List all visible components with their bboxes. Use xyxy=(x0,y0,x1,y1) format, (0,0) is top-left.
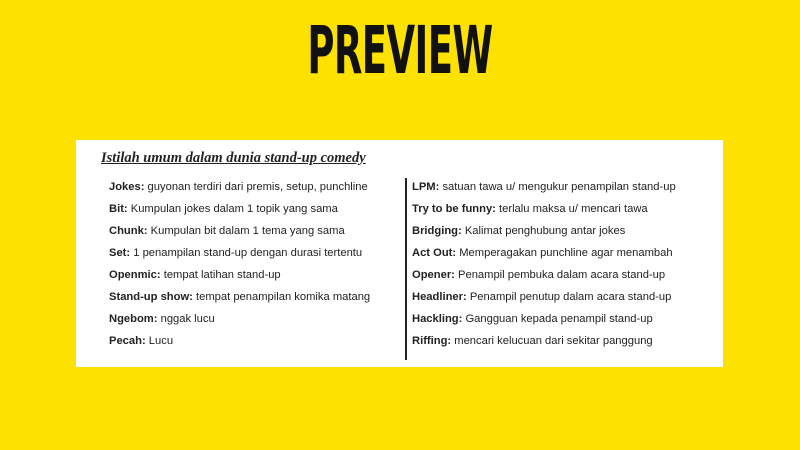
glossary-right-column xyxy=(412,176,676,352)
glossary-term: Ngebom: xyxy=(109,313,158,325)
glossary-term: LPM: xyxy=(412,181,440,193)
glossary-item xyxy=(412,242,676,264)
glossary-term: Act Out: xyxy=(412,247,457,259)
glossary-term: Bridging: xyxy=(412,225,462,237)
glossary-term: Stand-up show: xyxy=(109,291,193,303)
glossary-item xyxy=(412,264,676,286)
glossary-item xyxy=(412,330,676,352)
glossary-item xyxy=(109,308,370,330)
glossary-item xyxy=(109,176,370,198)
glossary-item xyxy=(412,198,676,220)
glossary-term: Hackling: xyxy=(412,313,463,325)
glossary-item xyxy=(109,198,370,220)
glossary-item xyxy=(109,242,370,264)
glossary-term: Riffing: xyxy=(412,335,452,347)
glossary-item xyxy=(109,286,370,308)
glossary-item xyxy=(412,308,676,330)
glossary-definition: guyonan terdiri dari premis, setup, punchline xyxy=(144,181,368,193)
glossary-definition: nggak lucu xyxy=(157,313,215,325)
glossary-term: Headliner: xyxy=(412,291,467,303)
glossary-definition: satuan tawa u/ mengukur penampilan stand-up xyxy=(439,181,676,193)
glossary-definition: Kumpulan jokes dalam 1 topik yang sama xyxy=(127,203,338,215)
glossary-definition: tempat penampilan komika matang xyxy=(192,291,371,303)
glossary-item xyxy=(412,286,676,308)
glossary-item xyxy=(412,220,676,242)
glossary-term: Set: xyxy=(109,247,131,259)
glossary-term: Pecah: xyxy=(109,335,146,347)
glossary-definition: Kumpulan bit dalam 1 tema yang sama xyxy=(147,225,345,237)
glossary-term: Chunk: xyxy=(109,225,148,237)
glossary-definition: Memperagakan punchline agar menambah xyxy=(456,247,673,259)
document-preview xyxy=(76,140,723,367)
column-divider xyxy=(405,178,407,360)
document-heading: Istilah umum dalam dunia stand-up comedy xyxy=(101,150,366,166)
glossary-definition: terlalu maksa u/ mencari tawa xyxy=(495,203,648,215)
glossary-definition: Lucu xyxy=(145,335,174,347)
glossary-definition: mencari kelucuan dari sekitar panggung xyxy=(451,335,653,347)
page-title: PREVIEW xyxy=(307,12,493,89)
glossary-item xyxy=(109,330,370,352)
glossary-definition: tempat latihan stand-up xyxy=(160,269,281,281)
glossary-item xyxy=(412,176,676,198)
glossary-definition: Gangguan kepada penampil stand-up xyxy=(462,313,653,325)
glossary-term: Opener: xyxy=(412,269,455,281)
glossary-definition: Penampil penutup dalam acara stand-up xyxy=(466,291,672,303)
glossary-term: Bit: xyxy=(109,203,128,215)
glossary-definition: 1 penampilan stand-up dengan durasi tertentu xyxy=(130,247,363,259)
glossary-term: Openmic: xyxy=(109,269,161,281)
glossary-definition: Kalimat penghubung antar jokes xyxy=(461,225,626,237)
glossary-item xyxy=(109,220,370,242)
glossary-term: Jokes: xyxy=(109,181,145,193)
glossary-left-column xyxy=(109,176,370,352)
glossary-definition: Penampil pembuka dalam acara stand-up xyxy=(454,269,666,281)
glossary-term: Try to be funny: xyxy=(412,203,496,215)
glossary-item xyxy=(109,264,370,286)
